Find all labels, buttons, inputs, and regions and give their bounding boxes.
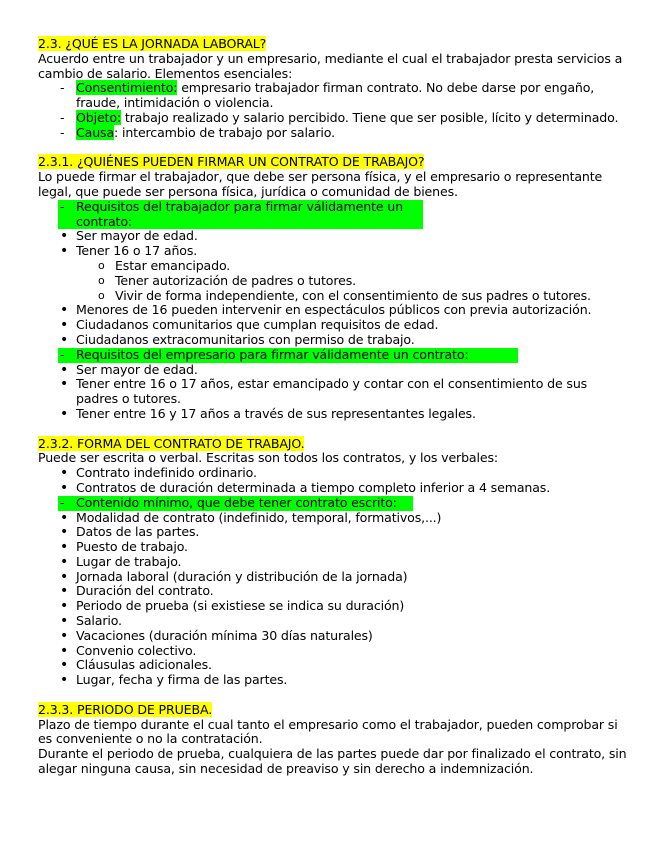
- list-item: • Periodo de prueba (si existiese se indica su duración): [60, 598, 405, 615]
- bullet-marker: •: [60, 642, 69, 659]
- list-item: • Tener entre 16 o 17 años, estar emancipado y contar con el consentimiento de sus padres o tutores.: [60, 376, 588, 407]
- bullet-marker: •: [60, 405, 69, 422]
- section-heading: 2.3. ¿QUÉ ES LA JORNADA LABORAL?: [38, 36, 267, 51]
- bullet-marker: •: [60, 317, 69, 334]
- list-item: • Contratos de duración determinada a tiempo completo inferior a 4 semanas.: [60, 479, 551, 496]
- circle-marker: o: [98, 273, 105, 287]
- bullet-marker: •: [60, 613, 69, 630]
- bullet-marker: •: [60, 553, 69, 570]
- dash-marker: -: [60, 198, 65, 214]
- paragraph: Acuerdo entre un trabajador y un empresario, mediante el cual el trabajador presta servicios a cambio de salario. Elementos esenciales:: [38, 50, 623, 81]
- bullet-marker: •: [60, 583, 69, 600]
- dash-marker: -: [60, 346, 65, 362]
- highlighted-list-item: - Contenido mínimo, que debe tener contrato escrito:: [58, 496, 413, 511]
- bullet-marker: •: [60, 465, 69, 482]
- list-item: • Datos de las partes.: [60, 524, 200, 541]
- bullet-marker: •: [60, 568, 69, 585]
- list-item: • Ser mayor de edad.: [60, 361, 198, 378]
- sub-list-item: o Tener autorización de padres o tutores.: [98, 272, 356, 288]
- list-item: • Lugar de trabajo.: [60, 553, 182, 570]
- list-item: - Consentimiento: empresario trabajador firman contrato. No debe darse por engaño, fraude, intimidación o violencia.: [60, 80, 595, 111]
- sub-list-item: o Vivir de forma independiente, con el consentimiento de sus padres o tutores.: [98, 287, 591, 303]
- sub-list-item: o Estar emancipado.: [98, 257, 231, 273]
- dash-marker: -: [60, 124, 65, 140]
- list-item: - Causa: intercambio de trabajo por salario.: [60, 124, 335, 140]
- highlighted-term: Causa: [76, 124, 115, 140]
- bullet-marker: •: [60, 657, 69, 674]
- dash-marker: -: [60, 109, 65, 125]
- paragraph: Durante el periodo de prueba, cualquiera de las partes puede dar por finalizado el contrato, sin alegar ninguna causa, sin necesidad de preaviso y sin derecho a indemnización.: [38, 746, 627, 777]
- paragraph: Puede ser escrita o verbal. Escritas son todos los contratos, y los verbales:: [38, 450, 498, 466]
- bullet-marker: •: [60, 302, 69, 319]
- bullet-marker: •: [60, 627, 69, 644]
- list-item: • Contrato indefinido ordinario.: [60, 465, 257, 482]
- list-item: • Duración del contrato.: [60, 583, 214, 600]
- highlighted-list-item: - Requisitos del empresario para firmar válidamente un contrato:: [58, 348, 518, 363]
- paragraph: Plazo de tiempo durante el cual tanto el empresario como el trabajador, pueden comprobar si es conveniente o no la contratación.: [38, 716, 618, 747]
- list-item: • Jornada laboral (duración y distribución de la jornada): [60, 568, 408, 585]
- bullet-marker: •: [60, 243, 69, 260]
- list-item: • Vacaciones (duración mínima 30 días naturales): [60, 627, 373, 644]
- list-item: • Tener 16 o 17 años.: [60, 243, 198, 260]
- list-item: - Objeto: trabajo realizado y salario percibido. Tiene que ser posible, lícito y determinado.: [60, 109, 619, 125]
- section-heading: 2.3.1. ¿QUIÉNES PUEDEN FIRMAR UN CONTRATO DE TRABAJO?: [38, 154, 425, 170]
- bullet-marker: •: [60, 509, 69, 526]
- list-item: • Convenio colectivo.: [60, 642, 197, 659]
- bullet-marker: •: [60, 598, 69, 615]
- section-heading: 2.3.2. FORMA DEL CONTRATO DE TRABAJO.: [38, 435, 305, 451]
- bullet-marker: •: [60, 376, 69, 393]
- content-list: [38, 511, 628, 689]
- list-item: • Lugar, fecha y firma de las partes.: [60, 672, 288, 689]
- list-item: • Puesto de trabajo.: [60, 539, 188, 556]
- highlighted-list-item: - Requisitos del trabajador para firmar válidamente un contrato:: [58, 200, 423, 230]
- circle-marker: o: [98, 288, 105, 302]
- document-page: [38, 37, 628, 777]
- list-item: • Tener entre 16 y 17 años a través de sus representantes legales.: [60, 405, 476, 422]
- list-item: • Ciudadanos extracomunitarios con permiso de trabajo.: [60, 331, 415, 348]
- highlighted-term: Consentimiento:: [76, 80, 178, 96]
- dash-marker: -: [60, 80, 65, 96]
- list-item: • Salario.: [60, 613, 122, 630]
- list-item: • Modalidad de contrato (indefinido, temporal, formativos,...): [60, 509, 442, 526]
- dash-marker: -: [60, 494, 65, 510]
- bullet-marker: •: [60, 228, 69, 245]
- list-item: • Cláusulas adicionales.: [60, 657, 212, 674]
- bullet-marker: •: [60, 361, 69, 378]
- bullet-marker: •: [60, 539, 69, 556]
- paragraph: Lo puede firmar el trabajador, que debe ser persona física, y el empresario o representante legal, que puede ser persona física, jurídica o comunidad de bienes.: [38, 169, 603, 199]
- circle-marker: o: [98, 258, 105, 272]
- section-heading: 2.3.3. PERIODO DE PRUEBA.: [38, 701, 213, 717]
- bullet-marker: •: [60, 331, 69, 348]
- list-item: • Ciudadanos comunitarios que cumplan requisitos de edad.: [60, 317, 439, 334]
- highlighted-term: Objeto:: [76, 109, 121, 125]
- list-item: • Ser mayor de edad.: [60, 228, 198, 245]
- list-item: • Menores de 16 pueden intervenir en espectáculos públicos con previa autorización.: [60, 302, 592, 319]
- bullet-marker: •: [60, 672, 69, 689]
- bullet-marker: •: [60, 524, 69, 541]
- bullet-marker: •: [60, 479, 69, 496]
